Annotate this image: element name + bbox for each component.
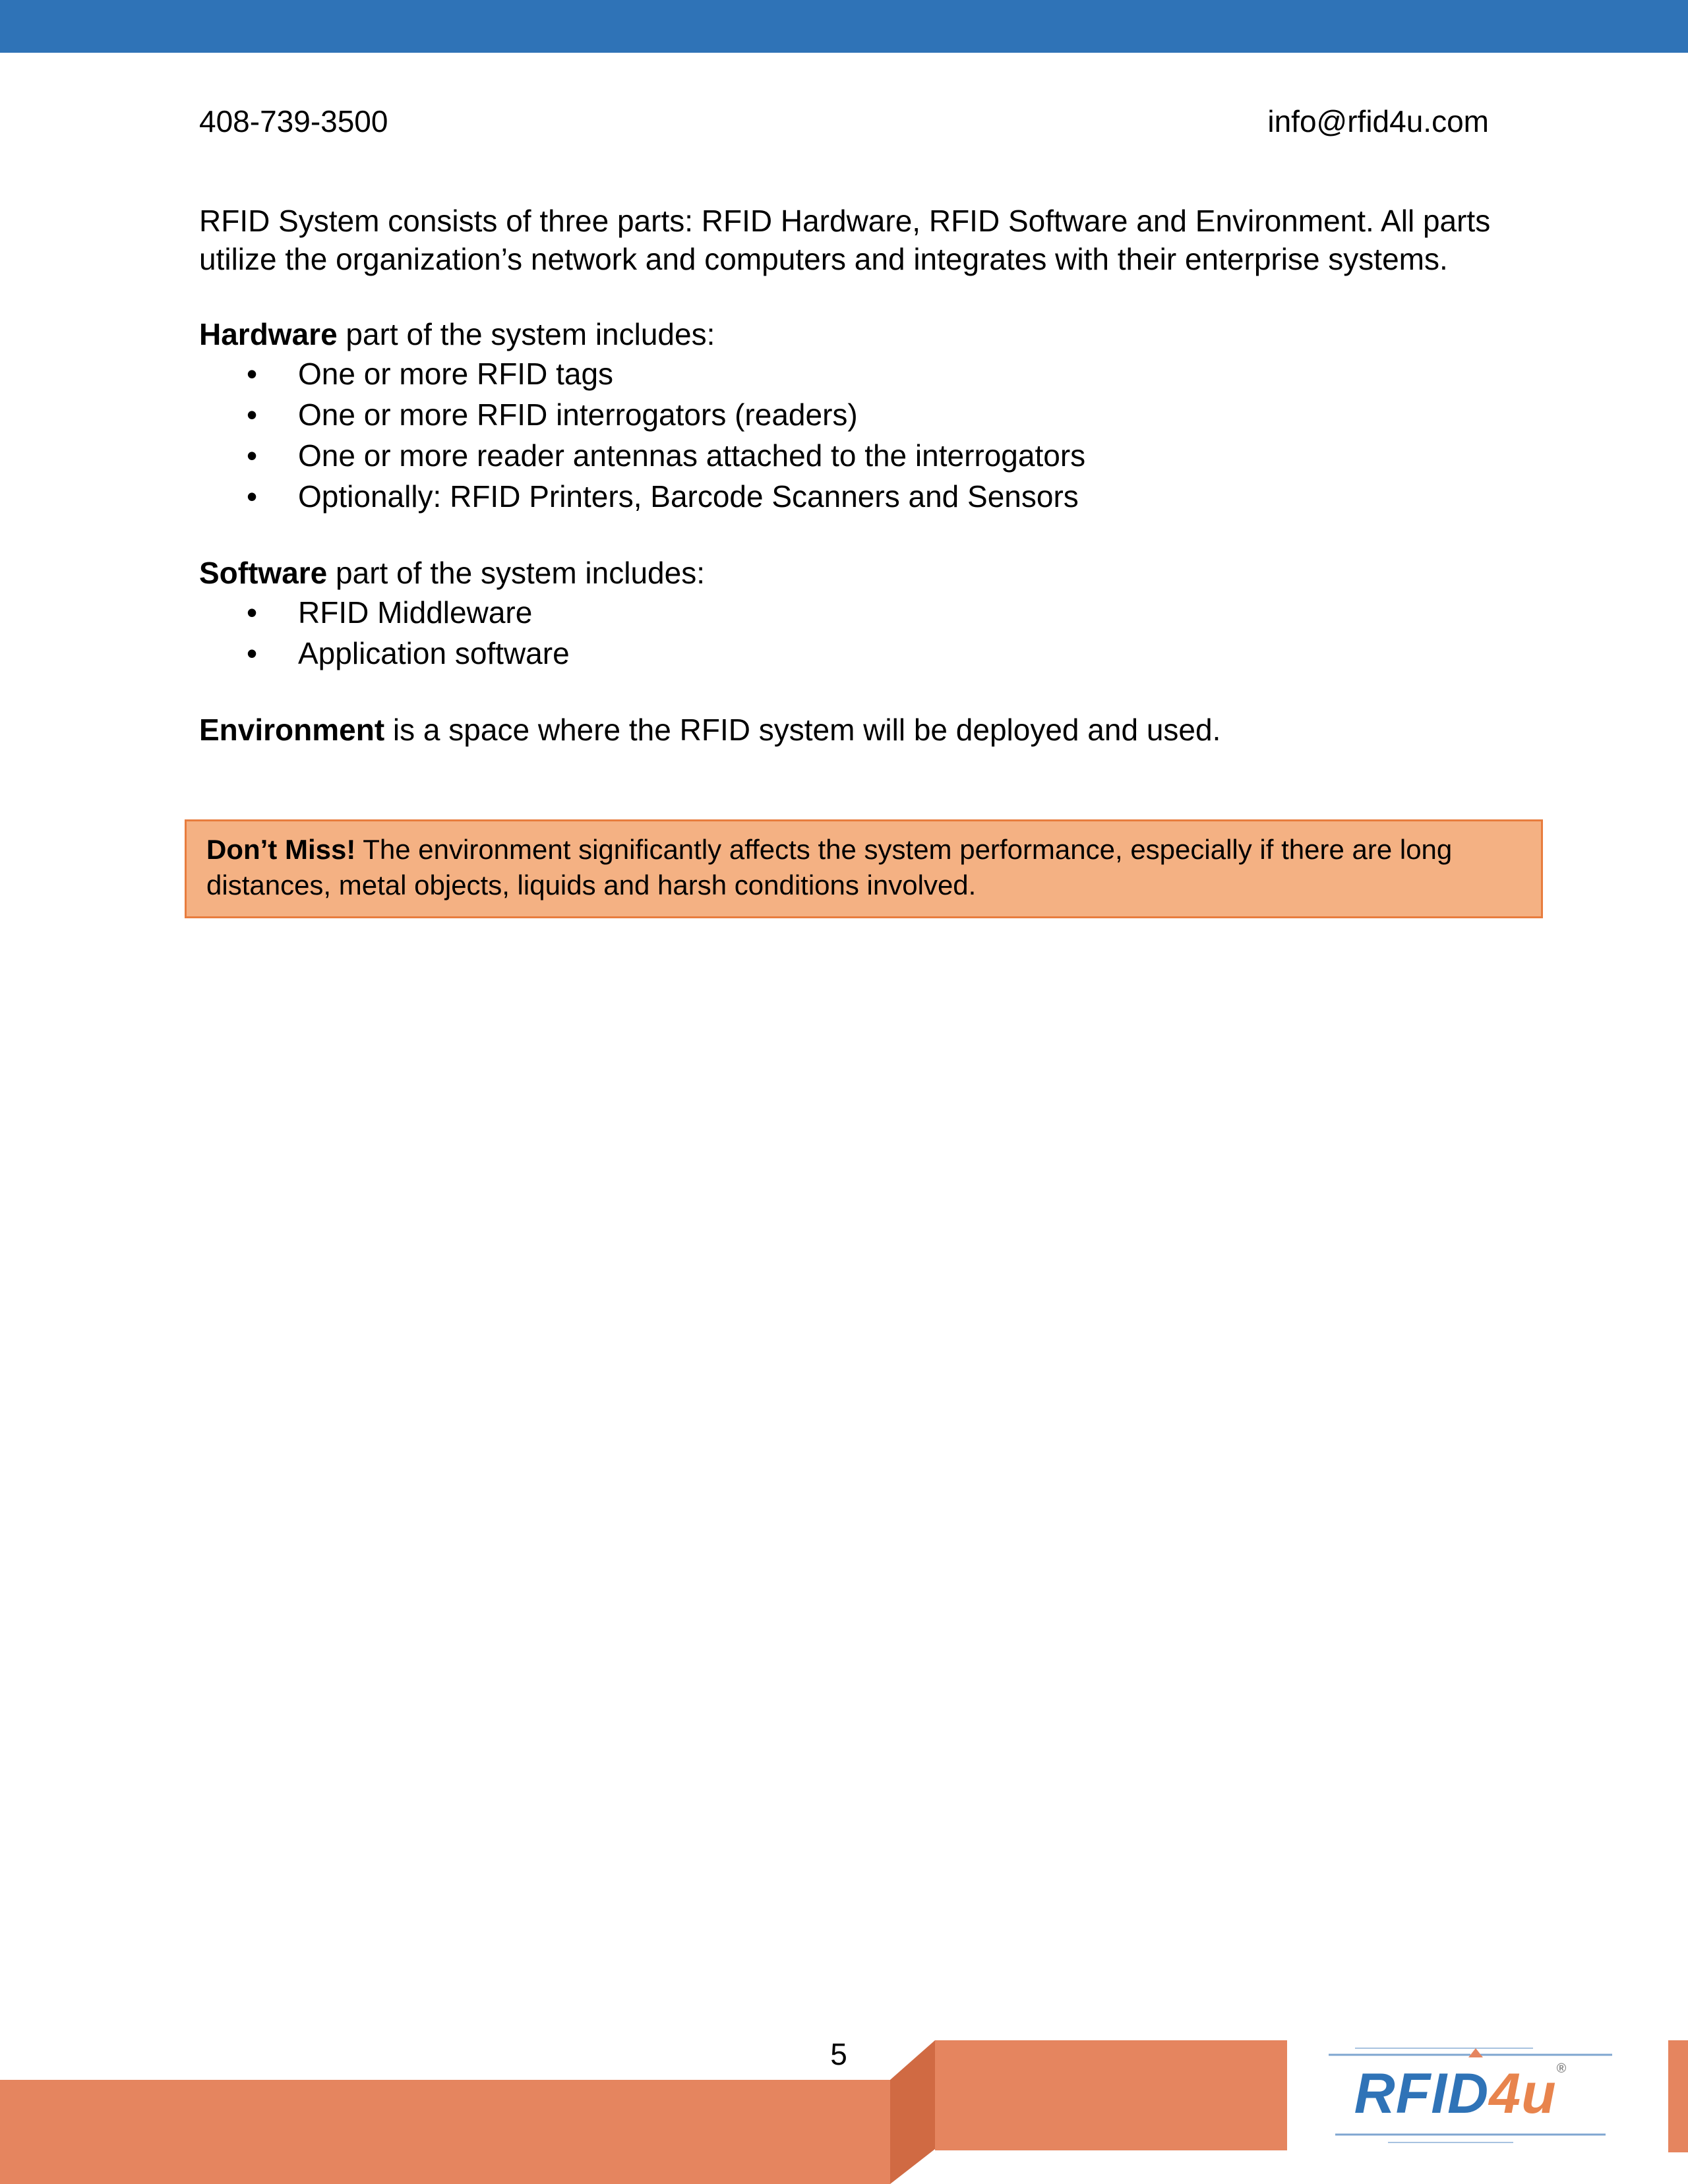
footer-band-right bbox=[935, 2040, 1287, 2150]
software-term: Software bbox=[199, 556, 328, 590]
list-item: • Application software bbox=[199, 633, 1505, 674]
environment-term: Environment bbox=[199, 713, 385, 747]
environment-text: is a space where the RFID system will be deployed and used. bbox=[384, 713, 1221, 747]
footer-band-left bbox=[0, 2080, 890, 2184]
callout-label: Don’t Miss! bbox=[206, 834, 356, 865]
rfid4u-logo bbox=[1315, 2040, 1612, 2152]
footer-band-fold bbox=[890, 2040, 935, 2184]
list-item: • RFID Middleware bbox=[199, 592, 1505, 633]
list-item: • Optionally: RFID Printers, Barcode Scanners and Sensors bbox=[199, 476, 1505, 517]
callout-text: The environment significantly affects the system performance, especially if there are long distances, metal objects, liquids and harsh conditions involved. bbox=[206, 834, 1453, 900]
list-item: • One or more reader antennas attached to the interrogators bbox=[199, 435, 1505, 476]
list-item: • One or more RFID tags bbox=[199, 353, 1505, 394]
logo-rfid-text: RFID bbox=[1354, 2062, 1490, 2125]
footer-edge-strip bbox=[1668, 2040, 1688, 2152]
page-number: 5 bbox=[830, 2037, 847, 2071]
logo-wordmark bbox=[1315, 2061, 1606, 2127]
logo-4u-text: 4u bbox=[1489, 2062, 1557, 2125]
hardware-term: Hardware bbox=[199, 317, 338, 351]
header-email: info@rfid4u.com bbox=[1267, 104, 1489, 138]
list-item: • One or more RFID interrogators (readers) bbox=[199, 394, 1505, 435]
hardware-lead: part of the system includes: bbox=[337, 317, 715, 351]
logo-registered-mark: ® bbox=[1556, 2061, 1567, 2076]
header-phone: 408-739-3500 bbox=[199, 104, 388, 138]
intro-paragraph: RFID System consists of three parts: RFID Hardware, RFID Software and Environment. All parts utilize the organization’s network and computers and integrates with their enterprise systems. bbox=[199, 204, 1491, 276]
software-lead: part of the system includes: bbox=[327, 556, 705, 590]
